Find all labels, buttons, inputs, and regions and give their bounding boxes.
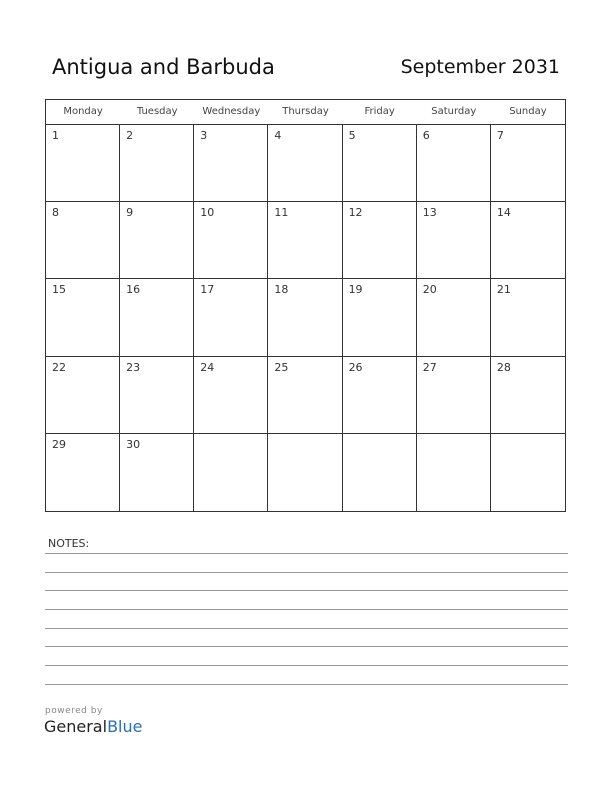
day-cell	[120, 125, 194, 202]
weekday-thursday: Thursday	[282, 106, 329, 117]
day-number: 27	[422, 360, 437, 374]
day-number: 23	[126, 360, 141, 374]
day-cell	[194, 357, 268, 434]
day-cell	[417, 434, 491, 511]
day-number: 6	[422, 129, 430, 142]
day-cell	[491, 357, 565, 434]
day-number: 12	[348, 206, 363, 220]
day-cell	[491, 279, 565, 356]
day-number: 28	[496, 360, 511, 374]
generalblue-logo	[44, 717, 142, 736]
day-number: 15	[52, 283, 66, 297]
day-number: 3	[200, 129, 208, 142]
weekday-header-row	[46, 100, 565, 125]
note-line	[45, 628, 568, 629]
day-number: 7	[496, 129, 504, 142]
day-cell	[343, 202, 417, 279]
day-number: 21	[496, 283, 511, 297]
day-cell	[194, 202, 268, 279]
day-cell	[194, 125, 268, 202]
day-number: 17	[200, 283, 215, 297]
calendar-month-year: September 2031	[400, 56, 560, 78]
day-number: 26	[348, 360, 363, 374]
day-cell	[46, 125, 120, 202]
day-number: 18	[274, 283, 289, 297]
day-cell	[343, 357, 417, 434]
weekday-sunday: Sunday	[509, 106, 547, 117]
day-cell	[343, 279, 417, 356]
day-cell	[194, 434, 268, 511]
day-cell	[120, 202, 194, 279]
calendar-table	[45, 99, 566, 512]
day-cell	[194, 279, 268, 356]
day-cell	[46, 202, 120, 279]
day-cell	[417, 357, 491, 434]
day-number: 1	[52, 129, 59, 142]
day-cell	[46, 279, 120, 356]
logo-blue-text: Blue	[107, 717, 143, 736]
notes-label: NOTES:	[48, 537, 90, 550]
weekday-wednesday: Wednesday	[202, 106, 261, 117]
note-line	[45, 590, 568, 591]
day-number: 8	[52, 206, 59, 220]
day-cell	[417, 125, 491, 202]
day-number: 24	[200, 360, 215, 374]
note-line	[45, 609, 568, 610]
day-cell	[268, 357, 342, 434]
logo-general-text: General	[44, 717, 108, 736]
weekday-monday: Monday	[63, 106, 103, 117]
day-cell	[120, 357, 194, 434]
day-cell	[46, 434, 120, 511]
day-number: 25	[274, 360, 289, 374]
day-cell	[343, 434, 417, 511]
day-cell	[417, 279, 491, 356]
note-line	[45, 553, 568, 554]
note-line	[45, 665, 568, 666]
day-number: 14	[496, 206, 511, 220]
day-cell	[491, 202, 565, 279]
day-number: 13	[422, 206, 437, 220]
weekday-friday: Friday	[364, 106, 395, 117]
note-line	[45, 684, 568, 685]
day-cell	[268, 279, 342, 356]
day-number: 29	[52, 437, 66, 451]
day-cell	[46, 357, 120, 434]
day-number: 10	[200, 206, 215, 220]
day-number: 9	[126, 206, 134, 220]
day-number: 30	[126, 437, 141, 451]
day-number: 20	[422, 283, 437, 297]
day-number: 19	[348, 283, 363, 297]
day-cell	[491, 125, 565, 202]
note-line	[45, 646, 568, 647]
day-number: 4	[274, 129, 282, 142]
day-cell	[268, 125, 342, 202]
day-cell	[417, 202, 491, 279]
day-cell	[120, 279, 194, 356]
day-number: 2	[126, 129, 134, 142]
day-cell	[268, 202, 342, 279]
day-number: 11	[274, 206, 289, 220]
weekday-saturday: Saturday	[431, 106, 477, 117]
day-cell	[120, 434, 194, 511]
note-line	[45, 572, 568, 573]
calendar-country-title: Antigua and Barbuda	[52, 55, 275, 79]
day-grid	[46, 125, 565, 511]
day-cell	[491, 434, 565, 511]
weekday-tuesday: Tuesday	[136, 106, 178, 117]
powered-by-text: powered by	[45, 706, 103, 716]
day-cell	[343, 125, 417, 202]
day-number: 5	[348, 129, 356, 142]
day-cell	[268, 434, 342, 511]
day-number: 16	[126, 283, 141, 297]
day-number: 22	[52, 360, 66, 374]
